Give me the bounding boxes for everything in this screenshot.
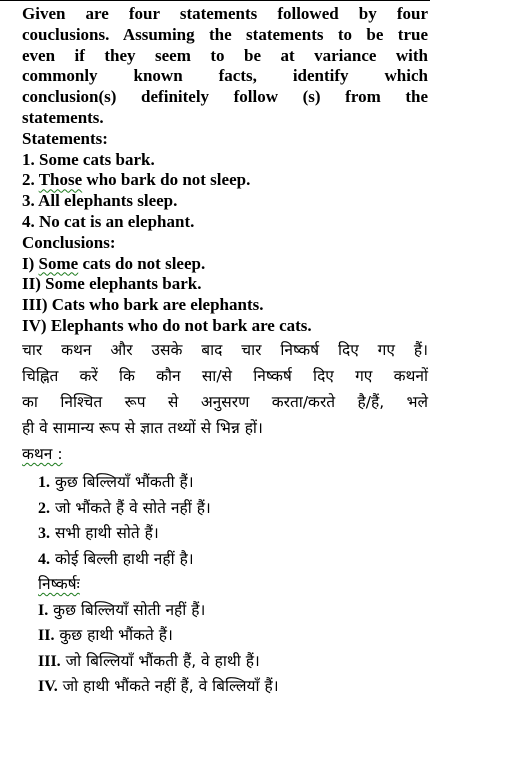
- statement-number: 4.: [38, 550, 50, 568]
- english-statement-2: [22, 170, 428, 191]
- hindi-conclusions-heading: निष्कर्षः: [38, 575, 80, 593]
- conclusion-text: cats do not sleep.: [78, 253, 206, 273]
- hindi-intro-section: [22, 337, 428, 467]
- conclusion-number: I.: [38, 601, 49, 619]
- statement-text: कुछ बिल्लियाँ भौंकती हैं।: [54, 473, 194, 491]
- english-intro-line: commonly known facts, identify which: [22, 66, 428, 86]
- hindi-intro-line: का निश्चित रूप से अनुसरण करता/करते है/हैं, भले: [22, 393, 428, 411]
- hindi-conclusion-4: [38, 674, 438, 700]
- conclusion-text: Elephants who do not bark are cats.: [50, 315, 312, 335]
- statement-text: कोई बिल्ली हाथी नहीं है।: [54, 549, 194, 568]
- english-statements-heading: Statements:: [22, 128, 108, 148]
- english-section: [22, 4, 428, 337]
- statement-number: 4.: [22, 211, 35, 231]
- english-intro-line: even if they seem to be at variance with: [22, 45, 428, 65]
- conclusion-text: Some elephants bark.: [45, 274, 202, 294]
- hindi-statement-1: [38, 470, 438, 496]
- english-statement-1: [22, 150, 428, 171]
- english-conclusion-1: [22, 254, 428, 275]
- hindi-list-section: [38, 470, 438, 700]
- conclusion-number: III): [22, 295, 48, 315]
- conclusion-text: जो बिल्लियाँ भौंकती हैं, वे हाथी हैं।: [65, 651, 260, 670]
- english-intro-line: Given are four statements followed by four: [22, 4, 428, 23]
- hindi-intro-last-line: ही वे सामान्य रूप से ज्ञात तथ्यों से भिन्न हों।: [22, 419, 263, 437]
- english-intro-last-line: statements.: [22, 107, 104, 127]
- hindi-intro-line: चिह्नित करें कि कौन सा/से निष्कर्ष दिए गए कथनों: [22, 367, 428, 385]
- statement-number: 1.: [22, 149, 35, 169]
- hindi-statements-heading: कथन :: [22, 445, 63, 463]
- conclusion-text: कुछ हाथी भौंकते हैं।: [59, 626, 173, 644]
- hindi-conclusion-2: [38, 623, 438, 649]
- hindi-intro-line: चार कथन और उसके बाद चार निष्कर्ष दिए गए हैं।: [22, 341, 428, 359]
- top-border-line: [0, 0, 430, 1]
- statement-text: All elephants sleep.: [38, 191, 178, 211]
- statement-text: जो भौंकते हैं वे सोते नहीं हैं।: [54, 498, 211, 517]
- english-conclusions-heading: Conclusions:: [22, 232, 116, 252]
- statement-number: 2.: [38, 499, 50, 517]
- english-conclusion-2: [22, 274, 428, 295]
- statement-number: 3.: [22, 191, 35, 211]
- statement-text: सभी हाथी सोते हैं।: [54, 524, 159, 542]
- conclusion-text: कुछ बिल्लियाँ सोती नहीं हैं।: [53, 600, 206, 619]
- conclusion-number: III.: [38, 652, 61, 670]
- english-intro-line: conclusion(s) definitely follow (s) from the: [22, 87, 428, 107]
- english-conclusion-3: [22, 295, 428, 316]
- conclusion-text: Cats who bark are elephants.: [51, 295, 264, 315]
- statement-text: Some cats bark.: [39, 149, 155, 169]
- conclusion-number: IV.: [38, 678, 58, 695]
- hindi-statement-3: [38, 521, 438, 547]
- statement-number: 1.: [38, 474, 50, 491]
- statement-number: 2.: [22, 170, 35, 190]
- conclusion-number: I): [22, 253, 35, 273]
- statement-text: No cat is an elephant.: [39, 211, 195, 231]
- hindi-conclusion-1: [38, 598, 438, 624]
- conclusion-text: जो हाथी भौंकते नहीं हैं, वे बिल्लियाँ हैं।: [62, 677, 279, 695]
- spellcheck-word: Those: [38, 170, 83, 190]
- english-conclusion-4: [22, 316, 428, 337]
- statement-number: 3.: [38, 525, 50, 542]
- conclusion-number: IV): [22, 315, 47, 335]
- conclusion-number: II): [22, 274, 41, 294]
- hindi-statement-2: [38, 496, 438, 522]
- statement-text: who bark do not sleep.: [82, 170, 251, 190]
- english-statement-4: [22, 212, 428, 233]
- hindi-conclusion-3: [38, 649, 438, 675]
- english-statement-3: [22, 191, 428, 212]
- conclusion-number: II.: [38, 627, 55, 644]
- hindi-statement-4: [38, 547, 438, 573]
- english-intro-line: couclusions. Assuming the statements to be true: [22, 24, 428, 44]
- spellcheck-word: Some: [38, 253, 79, 273]
